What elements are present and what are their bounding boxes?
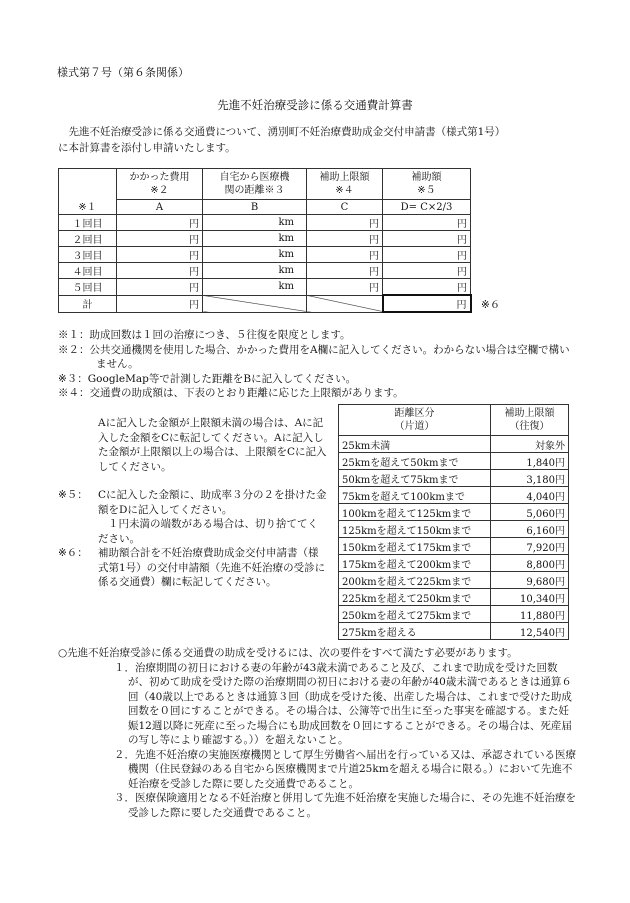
- distance-cell[interactable]: km: [203, 279, 307, 296]
- note-5-prefix: ※５：: [58, 489, 88, 501]
- amount-cell: 10,340円: [491, 589, 569, 606]
- note-3: ※３：GoogleMap等で計測した距離をBに記入してください。: [58, 372, 357, 385]
- cost-cell[interactable]: 円: [117, 263, 203, 279]
- instructions-block: [58, 416, 328, 590]
- table-row: [339, 504, 569, 521]
- distance-limit-table: [338, 404, 569, 640]
- form-number: 様式第７号（第６条関係）: [57, 66, 189, 79]
- dist-header-line1: 距離区分: [394, 408, 435, 419]
- limit-cell[interactable]: 円: [307, 279, 383, 296]
- range-cell: 125kmを超えて150kmまで: [339, 521, 491, 538]
- intro-line-1: 先進不妊治療受診に係る交通費について、湧別町不妊治療費助成金交付申請書（様式第1号）: [58, 126, 506, 138]
- range-cell: 200kmを超えて225kmまで: [339, 572, 491, 589]
- distance-cell[interactable]: km: [203, 263, 307, 279]
- dist-header-line2: （片道）: [394, 421, 435, 432]
- total-limit-disabled: [307, 295, 383, 312]
- table-row: [339, 453, 569, 470]
- aid-cell[interactable]: 円: [383, 263, 471, 279]
- note-4: ※４：交通費の助成額は、下表のとおり距離に応じた上限額があります。: [58, 387, 404, 399]
- limit-cell[interactable]: 円: [307, 215, 383, 231]
- table-row: [59, 263, 471, 279]
- total-cost-cell[interactable]: 円: [117, 295, 203, 312]
- range-cell: 25km未満: [339, 436, 491, 453]
- intro-line-2: に本計算書を添付し申請いたします。: [58, 142, 236, 154]
- range-cell: 150kmを超えて175kmまで: [339, 538, 491, 555]
- amount-cell: 3,180円: [491, 470, 569, 487]
- table-row: [59, 279, 471, 296]
- header-cost: [117, 169, 203, 200]
- distance-cell[interactable]: km: [203, 215, 307, 231]
- amount-cell: 8,800円: [491, 555, 569, 572]
- row-label: ５回目: [59, 279, 117, 296]
- header-aid-line2: ※５: [417, 185, 436, 196]
- amount-cell: 7,920円: [491, 538, 569, 555]
- table-row: [339, 538, 569, 555]
- limit-cell[interactable]: 円: [307, 247, 383, 263]
- header-times: [59, 169, 117, 215]
- table-row: [59, 231, 471, 247]
- total-aid-cell[interactable]: 円: [383, 295, 471, 312]
- cost-cell[interactable]: 円: [117, 279, 203, 296]
- range-cell: 25kmを超えて50kmまで: [339, 453, 491, 470]
- total-distance-disabled: [203, 295, 307, 312]
- cost-cell[interactable]: 円: [117, 215, 203, 231]
- aid-cell[interactable]: 円: [383, 215, 471, 231]
- notes: [58, 328, 578, 401]
- header-limit-line2: ※４: [335, 185, 354, 196]
- note-5-text: Cに記入した金額に、助成率３分の２を掛けた金額をDに記入してください。: [98, 489, 327, 516]
- amount-cell: 9,680円: [491, 572, 569, 589]
- table-row: [59, 247, 471, 263]
- requirements-lead: ○先進不妊治療受診に係る交通費の助成を受けるには、次の要件をすべて満たす必要があります。: [58, 647, 518, 659]
- code-d: D= C×2/3: [383, 200, 471, 215]
- code-b: B: [203, 200, 307, 215]
- amount-header-line2: （往復）: [509, 421, 550, 432]
- aid-cell[interactable]: 円: [383, 247, 471, 263]
- table-row: [339, 589, 569, 606]
- table-row: [339, 572, 569, 589]
- requirement-2: ２．先進不妊治療の実施医療機関として厚生労働省へ届出を行っている又は、承認されている医療機関（住民登録のある自宅から医療機関まで片道25kmを超える場合に限る。）において先進不妊治療を受診した際に要した交通費であること。: [114, 748, 576, 790]
- amount-cell: 5,060円: [491, 504, 569, 521]
- amount-cell: 4,040円: [491, 487, 569, 504]
- note-4-detail: Aに記入した金額が上限額未満の場合は、Aに記入した金額をCに転記してください。Aに記入した金額が上限額以上の場合は、上限額をCに記入してください。: [98, 417, 327, 473]
- note-6: [58, 546, 328, 590]
- header-distance-line1: 自宅から医療機: [219, 172, 290, 183]
- table-row: [339, 487, 569, 504]
- header-distance: [203, 169, 307, 200]
- note-6-text: 補助額合計を不妊治療費助成金交付申請書（様式第1号）の交付申請額（先進不妊治療の受診に係る交通費）欄に転記してください。: [98, 547, 326, 588]
- code-a: A: [117, 200, 203, 215]
- table-row: [339, 606, 569, 623]
- table-row: [339, 436, 569, 453]
- dist-header: [339, 405, 491, 436]
- requirements: [58, 646, 578, 820]
- header-limit-line1: 補助上限額: [319, 172, 370, 183]
- calculation-table: [58, 168, 472, 313]
- distance-cell[interactable]: km: [203, 231, 307, 247]
- requirement-3: ３．医療保険適用となる不妊治療と併用して先進不妊治療を実施した場合に、その先進不妊治療を受診した際に要した交通費であること。: [114, 792, 576, 819]
- row-label: ３回目: [59, 247, 117, 263]
- range-cell: 275kmを超える: [339, 623, 491, 640]
- range-cell: 100kmを超えて125kmまで: [339, 504, 491, 521]
- aid-cell[interactable]: 円: [383, 279, 471, 296]
- amount-header-line1: 補助上限額: [504, 408, 555, 419]
- table-row: [339, 555, 569, 572]
- total-label: 計: [59, 295, 117, 312]
- amount-cell: 11,880円: [491, 606, 569, 623]
- total-note-mark: ※６: [481, 299, 501, 311]
- header-cost-line2: ※２: [150, 185, 169, 196]
- limit-cell[interactable]: 円: [307, 263, 383, 279]
- range-cell: 50kmを超えて75kmまで: [339, 470, 491, 487]
- range-cell: 250kmを超えて275kmまで: [339, 606, 491, 623]
- amount-cell: 1,840円: [491, 453, 569, 470]
- amount-header: [491, 405, 569, 436]
- row-label: ２回目: [59, 231, 117, 247]
- note-5b: １円未満の端数がある場合は、切り捨ててください。: [98, 518, 318, 545]
- total-row: [59, 295, 471, 312]
- row-label: ４回目: [59, 263, 117, 279]
- header-cost-line1: かかった費用: [129, 172, 190, 183]
- table-row: [339, 623, 569, 640]
- range-cell: 75kmを超えて100kmまで: [339, 487, 491, 504]
- table-row: [339, 521, 569, 538]
- amount-cell: 12,540円: [491, 623, 569, 640]
- amount-cell: 6,160円: [491, 521, 569, 538]
- range-cell: 225kmを超えて250kmまで: [339, 589, 491, 606]
- table-row: [339, 470, 569, 487]
- cost-cell[interactable]: 円: [117, 247, 203, 263]
- aid-cell[interactable]: 円: [383, 231, 471, 247]
- limit-cell[interactable]: 円: [307, 231, 383, 247]
- note-2: ※２：公共交通機関を使用した場合、かかった費用をA欄に記入してください。わからない場合は空欄で構いません。: [58, 343, 570, 370]
- requirement-1: １．治療期間の初日における妻の年齢が43歳未満であること及び、これまで助成を受けた回数が、初めて助成を受けた際の治療期間の初日における妻の年齢が40歳未満であるときは通算６回（40歳以上であるときは通算３回（助成を受けた後、出産した場合は、これまで受けた助成回数を０回にすることができる。その場合は、公簿等で出生に至った事実を確認する。また妊娠12週以降に死産に至った場合にも助成回数を０回にすることができる。その場合は、死産届の写し等により確認する。））を超えないこと。: [114, 661, 572, 746]
- code-c: C: [307, 200, 383, 215]
- row-label: １回目: [59, 215, 117, 231]
- header-times-label: ※１: [78, 202, 97, 213]
- note-1: ※１：助成回数は１回の治療につき、５往復を限度とします。: [58, 329, 351, 341]
- range-cell: 175kmを超えて200kmまで: [339, 555, 491, 572]
- distance-cell[interactable]: km: [203, 247, 307, 263]
- header-aid-line1: 補助額: [411, 172, 442, 183]
- document-title: 先進不妊治療受診に係る交通費計算書: [217, 98, 413, 112]
- table-row: [59, 215, 471, 231]
- note-5: [58, 488, 328, 517]
- amount-cell: 対象外: [491, 436, 569, 453]
- header-distance-line2: 関の距離※３: [224, 185, 285, 196]
- intro-text: [58, 124, 578, 156]
- cost-cell[interactable]: 円: [117, 231, 203, 247]
- header-aid: [383, 169, 471, 200]
- note-6-prefix: ※６：: [58, 547, 88, 559]
- header-limit: [307, 169, 383, 200]
